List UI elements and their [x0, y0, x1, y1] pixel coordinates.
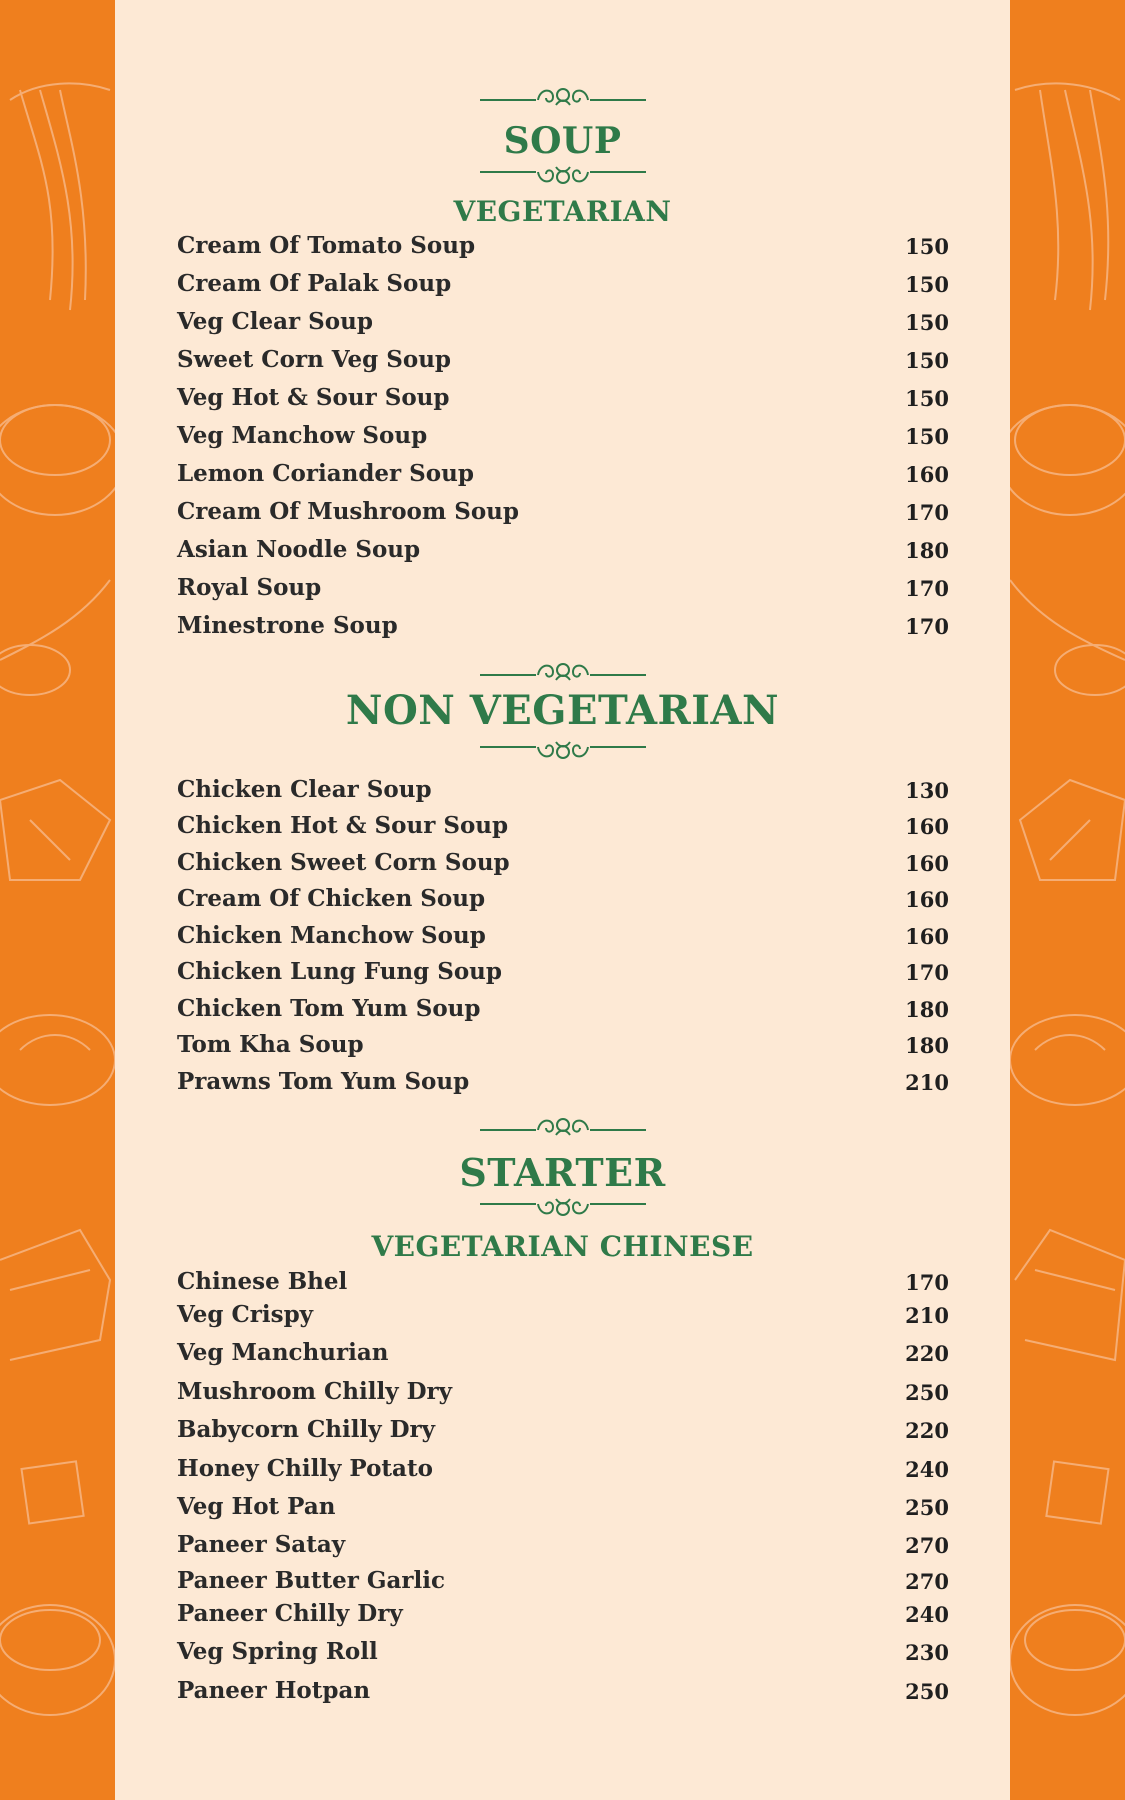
- list-item: [177, 812, 949, 846]
- item-name: Paneer Butter Garlic: [177, 1567, 446, 1594]
- list-item: [177, 1416, 949, 1450]
- item-price: 210: [905, 1303, 949, 1328]
- list-item: [177, 1378, 949, 1412]
- item-price: 130: [905, 778, 949, 803]
- item-name: Honey Chilly Potato: [177, 1455, 433, 1482]
- ornament-top-icon: [115, 658, 1010, 688]
- list-item: [177, 1301, 949, 1335]
- subtitle-vegetarian: VEGETARIAN: [453, 195, 672, 228]
- right-decorative-border: [1010, 0, 1125, 1800]
- list-item: [177, 1600, 949, 1634]
- item-name: Chicken Tom Yum Soup: [177, 995, 481, 1022]
- item-name: Paneer Hotpan: [177, 1677, 371, 1704]
- item-name: Asian Noodle Soup: [177, 536, 421, 563]
- item-name: Paneer Satay: [177, 1531, 346, 1558]
- item-price: 220: [905, 1341, 949, 1366]
- item-name: Chicken Sweet Corn Soup: [177, 849, 510, 876]
- item-price: 240: [905, 1457, 949, 1482]
- list-item: [177, 1567, 949, 1601]
- item-price: 160: [905, 924, 949, 949]
- ornament-bottom-icon: [115, 163, 1010, 193]
- item-name: Veg Hot Pan: [177, 1493, 336, 1520]
- item-price: 250: [905, 1495, 949, 1520]
- item-price: 180: [905, 538, 949, 563]
- list-item: [177, 995, 949, 1029]
- item-price: 170: [905, 960, 949, 985]
- list-item: [177, 1677, 949, 1711]
- item-price: 220: [905, 1418, 949, 1443]
- list-item: [177, 270, 949, 304]
- list-item: [177, 422, 949, 456]
- item-name: Chicken Hot & Sour Soup: [177, 812, 509, 839]
- section-title-non-vegetarian: NON VEGETARIAN: [345, 687, 780, 734]
- item-name: Royal Soup: [177, 574, 322, 601]
- item-name: Cream Of Mushroom Soup: [177, 498, 519, 525]
- list-item: [177, 1031, 949, 1065]
- item-name: Chicken Lung Fung Soup: [177, 958, 502, 985]
- list-item: [177, 1493, 949, 1527]
- item-name: Paneer Chilly Dry: [177, 1600, 403, 1627]
- item-price: 270: [905, 1569, 949, 1594]
- section-title-starter: STARTER: [459, 1150, 666, 1195]
- list-item: [177, 460, 949, 494]
- ornament-bottom-icon: [115, 738, 1010, 768]
- list-item: [177, 574, 949, 608]
- list-item: [177, 958, 949, 992]
- item-price: 170: [905, 614, 949, 639]
- food-sketch-pattern-icon: [0, 0, 115, 1800]
- item-price: 150: [905, 386, 949, 411]
- list-item: [177, 498, 949, 532]
- list-item: [177, 346, 949, 380]
- item-price: 150: [905, 424, 949, 449]
- item-name: Cream Of Palak Soup: [177, 270, 452, 297]
- item-price: 160: [905, 462, 949, 487]
- item-name: Veg Hot & Sour Soup: [177, 384, 450, 411]
- left-decorative-border: [0, 0, 115, 1800]
- item-price: 230: [905, 1640, 949, 1665]
- item-name: Chinese Bhel: [177, 1268, 348, 1295]
- menu-panel: [115, 0, 1010, 1800]
- food-sketch-pattern-icon: [1010, 0, 1125, 1800]
- item-price: 150: [905, 310, 949, 335]
- list-item: [177, 1068, 949, 1102]
- item-price: 150: [905, 272, 949, 297]
- item-name: Tom Kha Soup: [177, 1031, 364, 1058]
- item-name: Sweet Corn Veg Soup: [177, 346, 452, 373]
- item-name: Veg Manchurian: [177, 1339, 389, 1366]
- list-item: [177, 776, 949, 810]
- list-item: [177, 308, 949, 342]
- ornament-top-icon: [115, 1113, 1010, 1143]
- item-name: Veg Spring Roll: [177, 1638, 378, 1665]
- item-name: Lemon Coriander Soup: [177, 460, 474, 487]
- subtitle-vegetarian-chinese: VEGETARIAN CHINESE: [371, 1230, 754, 1263]
- item-name: Chicken Manchow Soup: [177, 922, 486, 949]
- item-price: 180: [905, 1033, 949, 1058]
- item-name: Mushroom Chilly Dry: [177, 1378, 453, 1405]
- list-item: [177, 1531, 949, 1565]
- item-price: 160: [905, 887, 949, 912]
- item-price: 160: [905, 851, 949, 876]
- item-price: 180: [905, 997, 949, 1022]
- list-item: [177, 1268, 949, 1302]
- list-item: [177, 1455, 949, 1489]
- list-item: [177, 849, 949, 883]
- item-price: 150: [905, 348, 949, 373]
- list-item: [177, 885, 949, 919]
- item-price: 160: [905, 814, 949, 839]
- list-item: [177, 536, 949, 570]
- item-price: 250: [905, 1679, 949, 1704]
- item-name: Cream Of Chicken Soup: [177, 885, 486, 912]
- item-name: Chicken Clear Soup: [177, 776, 432, 803]
- item-price: 170: [905, 1270, 949, 1295]
- item-name: Prawns Tom Yum Soup: [177, 1068, 470, 1095]
- list-item: [177, 384, 949, 418]
- list-item: [177, 1638, 949, 1672]
- item-price: 250: [905, 1380, 949, 1405]
- item-price: 170: [905, 576, 949, 601]
- list-item: [177, 1339, 949, 1373]
- item-name: Veg Clear Soup: [177, 308, 373, 335]
- list-item: [177, 612, 949, 646]
- item-price: 270: [905, 1533, 949, 1558]
- item-name: Minestrone Soup: [177, 612, 398, 639]
- section-title-soup: SOUP: [503, 120, 622, 162]
- item-price: 210: [905, 1070, 949, 1095]
- item-price: 170: [905, 500, 949, 525]
- item-name: Babycorn Chilly Dry: [177, 1416, 436, 1443]
- list-item: [177, 922, 949, 956]
- ornament-top-icon: [115, 83, 1010, 113]
- item-name: Veg Manchow Soup: [177, 422, 428, 449]
- item-price: 240: [905, 1602, 949, 1627]
- item-name: Veg Crispy: [177, 1301, 314, 1328]
- list-item: [177, 232, 949, 266]
- item-name: Cream Of Tomato Soup: [177, 232, 476, 259]
- ornament-bottom-icon: [115, 1195, 1010, 1225]
- item-price: 150: [905, 234, 949, 259]
